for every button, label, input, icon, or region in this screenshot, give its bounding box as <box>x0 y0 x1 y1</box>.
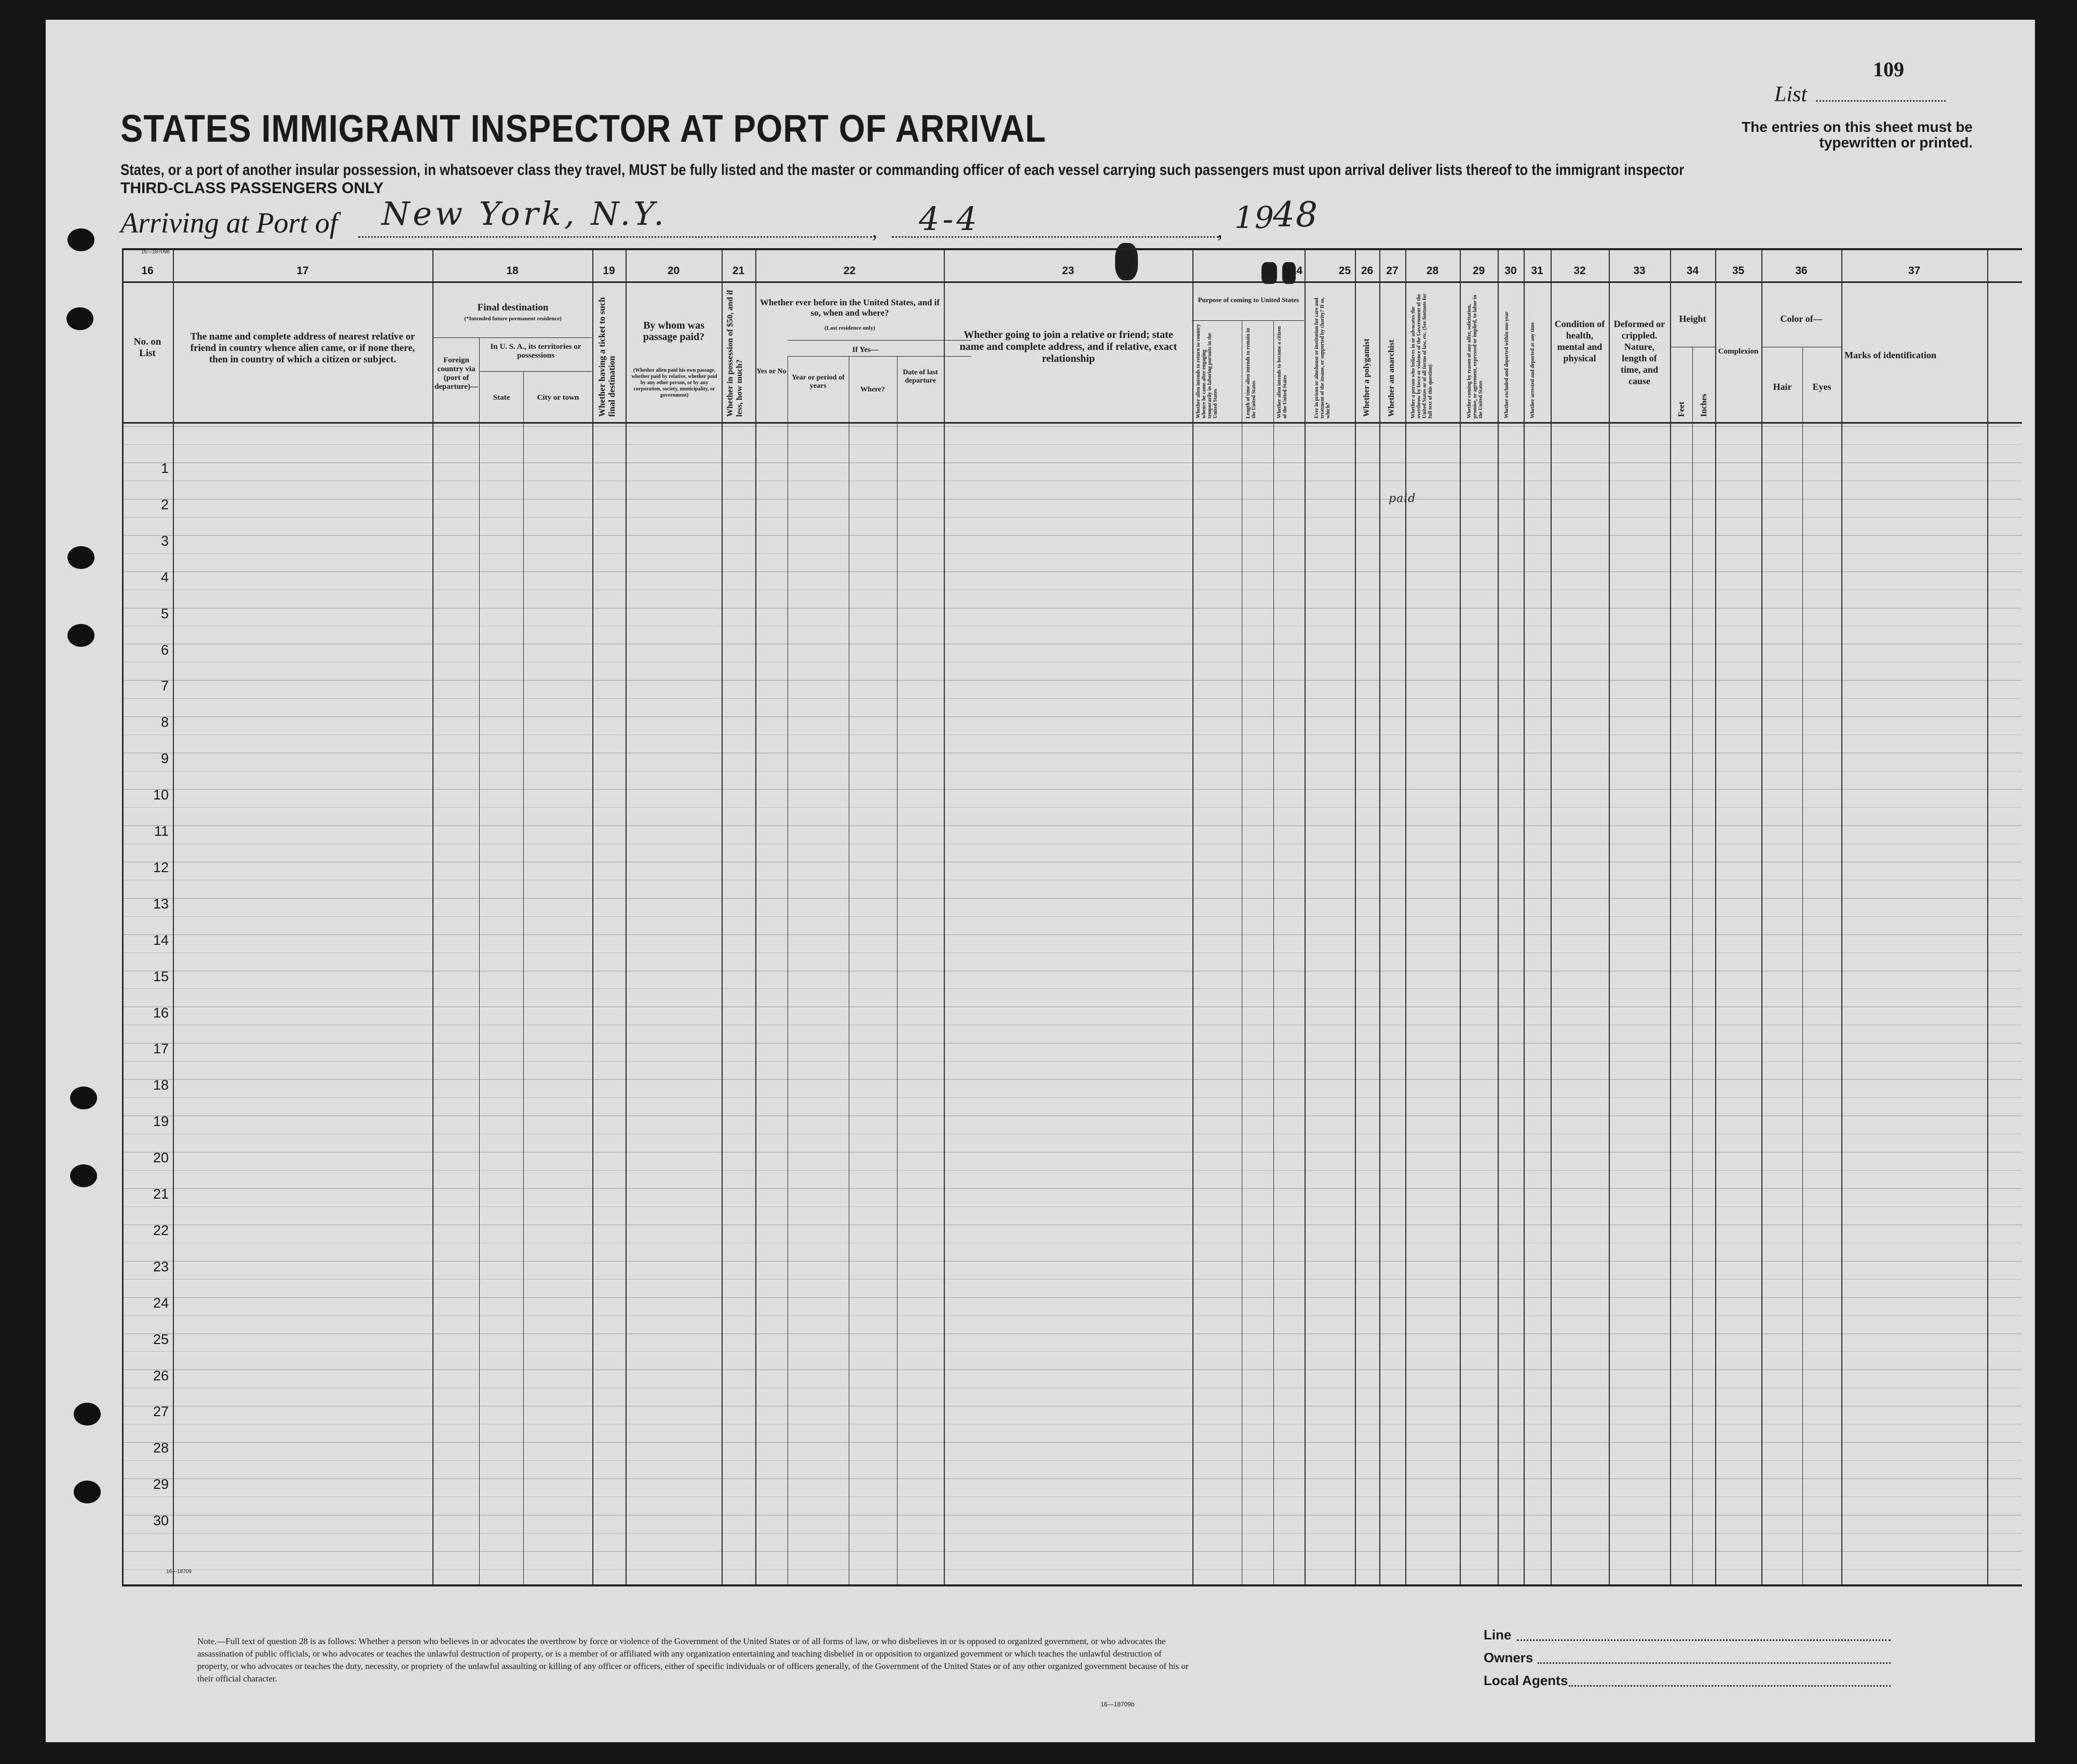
row-rule <box>122 1097 2022 1098</box>
row-number: 20 <box>153 1150 169 1166</box>
row-number: 2 <box>160 496 169 512</box>
col-24-title: Purpose of coming to United States <box>1198 296 1299 304</box>
col-num-34: 34 <box>1686 265 1699 277</box>
col-rule <box>1305 248 1306 1584</box>
row-number: 18 <box>153 1077 169 1093</box>
col-rule <box>1551 248 1552 1584</box>
col-23-header: Whether going to join a relative or friend; state name and complete address, and if relative, exact relationship <box>959 329 1177 364</box>
col-22-yesno: Yes or No <box>756 368 786 375</box>
col-rule <box>722 248 723 1584</box>
col-rule <box>1273 320 1274 1584</box>
col-18-state: State <box>493 393 510 402</box>
row-number: 25 <box>153 1331 169 1347</box>
row-rule <box>122 553 2022 554</box>
year-prefix: 19 <box>1234 200 1275 235</box>
col-18-city: City or town <box>537 393 579 402</box>
col-36-eyes: Eyes <box>1812 382 1831 392</box>
col-34-feet: Feet <box>1677 401 1686 417</box>
row-rule <box>122 825 2022 826</box>
row-number: 1 <box>160 460 169 476</box>
col-num-29: 29 <box>1472 265 1485 277</box>
owners-field[interactable] <box>1538 1662 1891 1664</box>
col-rule <box>1841 248 1842 1584</box>
row-rule <box>122 1170 2022 1171</box>
page-number: 109 <box>1873 58 1904 81</box>
col-rule <box>1802 347 1803 1584</box>
col-36-title: Color of— <box>1780 314 1823 324</box>
header-rule <box>122 281 2022 283</box>
subrule <box>1192 320 1304 321</box>
col-rule <box>1987 248 1988 1584</box>
col-rule <box>1524 248 1525 1584</box>
port-handwritten: New York, N.Y. <box>382 195 667 233</box>
punch-hole <box>70 1164 97 1187</box>
row-rule <box>122 1478 2022 1479</box>
col-24-length: Length of time alien intends to remain in the United States <box>1245 328 1257 418</box>
col-rule <box>523 371 524 1584</box>
col-num-23: 23 <box>1062 265 1075 277</box>
col-27-header: Whether an anarchist <box>1387 340 1396 417</box>
col-rule <box>1379 248 1380 1584</box>
row-number: 13 <box>153 895 169 912</box>
col-28-header: Whether a person who believes in or advocates the overthrow by force or violence of the Government of the United States or of all forms of law, etc. (See footnote for full text of this question) <box>1410 293 1433 418</box>
col-25-header: Ever in prison or almshouse or institution for care and treatment of the insane, or supported by charity? If so, which? <box>1314 297 1331 418</box>
col-rule <box>1192 248 1193 1584</box>
col-24-return: Whether alien intends to return to country whence he came after engaging temporarily in laboring pursuits in the United States <box>1196 324 1218 418</box>
row-rule <box>122 535 2022 536</box>
row-number: 11 <box>154 823 169 839</box>
col-26-header: Whether a polygamist <box>1362 338 1371 417</box>
col-rule <box>1498 248 1499 1584</box>
col-rule <box>1692 347 1693 1584</box>
row-number: 7 <box>160 678 169 694</box>
row-rule <box>122 698 2022 699</box>
row-rule <box>122 1551 2022 1552</box>
comma: , <box>1217 219 1223 242</box>
local-agents-field[interactable] <box>1569 1685 1891 1687</box>
sheet-note: The entries on this sheet must be typewritten or printed. <box>1742 119 1973 151</box>
row-number: 26 <box>153 1367 169 1383</box>
col-num-32: 32 <box>1573 265 1586 277</box>
punch-hole <box>67 624 94 647</box>
footer-form-code: 16—18709b <box>1101 1701 1135 1708</box>
row-rule <box>122 988 2022 989</box>
row-number: 12 <box>153 859 169 875</box>
row-number: 9 <box>160 751 169 767</box>
row-rule <box>122 934 2022 935</box>
list-number-line <box>1816 100 1946 102</box>
punch-hole <box>66 307 93 330</box>
col-num-26: 26 <box>1361 265 1374 277</box>
col-30-header: Whether excluded and deported within one year <box>1504 311 1510 418</box>
row-number: 8 <box>160 714 169 730</box>
col-num-21: 21 <box>732 265 745 277</box>
row-rule <box>122 1279 2022 1280</box>
owners-label: Owners <box>1484 1650 1533 1665</box>
col-num-18: 18 <box>506 265 519 277</box>
col-rule <box>1761 248 1762 1584</box>
row-rule <box>122 1079 2022 1080</box>
col-21-header: Whether in possession of $50, and if less, how much? <box>726 290 744 417</box>
col-num-24: 24 <box>1290 265 1302 277</box>
col-rule <box>1405 248 1406 1584</box>
col-num-33: 33 <box>1633 265 1646 277</box>
subrule <box>479 371 592 372</box>
line-field[interactable] <box>1517 1639 1891 1641</box>
col-29-header: Whether coming by reason of any offer, solicitation, promise, or agreement, expressed or implied, to labor in the United States <box>1467 294 1484 418</box>
row-number: 29 <box>153 1476 169 1492</box>
col-20-title: By whom was passage paid? <box>643 320 705 343</box>
col-rule <box>592 248 593 1584</box>
row-rule <box>122 1369 2022 1370</box>
punch-hole <box>70 1087 97 1109</box>
row-rule <box>122 1206 2022 1207</box>
col-num-22: 22 <box>843 265 856 277</box>
arriving-label: Arriving at Port of <box>120 207 338 239</box>
row-number: 3 <box>160 533 169 549</box>
col-num-37: 37 <box>1908 265 1921 277</box>
row-number: 28 <box>153 1440 169 1456</box>
footnote-text: Note.—Full text of question 28 is as follows: Whether a person who believes in or advocates the overthrow by force or violence of the Government of the United States or of all forms of law, or who disbelieves in or is opposed to organized government, or who advocates the assassination of public officials, or who advocates or teaches the unlawful destruction of property, or is a member of or affiliated with any organization entertaining and teaching disbelief in or opposition to organized government or which teaches the unlawful destruction of property, or who advocates or teaches the duty, necessity, or propriety of the unlawful assaulting or killing of any officer or officers, either of specific individuals or of officers generally, of the Government of the United States or of any other organized government because of his or their official character. <box>197 1636 1189 1684</box>
col-36-hair: Hair <box>1773 382 1792 392</box>
row-rule <box>122 444 2022 445</box>
punch-hole <box>67 546 94 569</box>
col-24-citizen: Whether alien intends to become a citizen of the United States <box>1277 326 1288 418</box>
row-rule <box>122 1460 2022 1461</box>
col-rule <box>1715 248 1716 1584</box>
form-code-top: 16—18709b <box>141 249 170 255</box>
row-rule <box>122 680 2022 681</box>
col-rule <box>432 248 433 1584</box>
year-handwritten: 48 <box>1273 195 1319 235</box>
row-number: 14 <box>153 932 169 948</box>
port-line <box>358 236 872 238</box>
col-32-header: Condition of health, mental and physical <box>1554 319 1605 363</box>
date-handwritten: 4-4 <box>919 200 980 238</box>
col-22-year: Year or period of years <box>792 374 845 390</box>
col-31-header: Whether arrested and deported at any time <box>1530 322 1536 418</box>
row-rule <box>122 1315 2022 1316</box>
col-rule <box>897 356 898 1584</box>
header-bottom-rule <box>122 422 2022 424</box>
col-22-title: Whether ever before in the United States, and if so, when and where? <box>759 297 940 318</box>
manifest-table <box>122 248 2022 1584</box>
row-rule <box>122 517 2022 518</box>
col-18-foreign: Foreign country via (port of departure)— <box>435 356 478 391</box>
row-number: 16 <box>153 1005 169 1021</box>
row-rule <box>122 1569 2022 1570</box>
comma: , <box>872 219 877 242</box>
col-18-title: Final destination <box>477 302 549 313</box>
row-number: 6 <box>160 642 169 658</box>
row-rule <box>122 426 2022 427</box>
row-number: 4 <box>160 569 169 585</box>
handwritten-mark: paid <box>1389 492 1416 505</box>
row-rule <box>122 1442 2022 1443</box>
punch-hole <box>67 228 94 251</box>
col-rule <box>1355 248 1356 1584</box>
row-rule <box>122 807 2022 808</box>
col-rule <box>479 337 480 1584</box>
row-number: 30 <box>153 1513 169 1529</box>
col-19-header: Whether having a ticket to such final destination <box>597 297 617 417</box>
col-num-31: 31 <box>1531 265 1543 277</box>
col-18-subtitle: (*Intended future permanent residence) <box>464 316 562 322</box>
page-title: STATES IMMIGRANT INSPECTOR AT PORT OF ARRIVAL <box>120 107 1047 150</box>
row-rule <box>122 1061 2022 1062</box>
col-rule <box>122 248 124 1584</box>
row-number: 27 <box>153 1404 169 1420</box>
col-33-header: Deformed or crippled. Nature, length of time, and cause <box>1613 319 1665 386</box>
col-20-note: (Whether alien paid his own passage, whether paid by relative, whether paid by any other person, or by any corporation, society, municipality, or government) <box>631 368 717 398</box>
row-rule <box>122 916 2022 917</box>
col-num-16: 16 <box>141 265 154 277</box>
col-num-25: 25 <box>1338 265 1351 277</box>
col-num-20: 20 <box>667 265 680 277</box>
row-number: 23 <box>153 1258 169 1274</box>
col-16-header: No. on List <box>133 336 161 359</box>
row-rule <box>122 789 2022 790</box>
punch-hole <box>74 1403 101 1426</box>
row-number: 17 <box>153 1041 169 1057</box>
col-rule <box>755 248 756 1584</box>
col-num-28: 28 <box>1426 265 1439 277</box>
col-17-header: The name and complete address of nearest relative or friend in country whence alien came, or if none there, then in country of which a citizen or subject. <box>190 331 415 365</box>
col-rule <box>1670 248 1671 1584</box>
col-rule <box>944 248 945 1584</box>
punch-hole <box>74 1481 101 1503</box>
class-line: THIRD-CLASS PASSENGERS ONLY <box>120 180 384 197</box>
row-rule <box>122 898 2022 899</box>
line-label: Line <box>1484 1627 1512 1643</box>
col-rule <box>1460 248 1461 1584</box>
row-rule <box>122 1188 2022 1189</box>
row-rule <box>122 716 2022 717</box>
col-34-title: Height <box>1679 314 1706 324</box>
col-22-date: Date of last departure <box>903 369 938 385</box>
col-num-35: 35 <box>1732 265 1745 277</box>
col-num-19: 19 <box>603 265 615 277</box>
col-rule <box>626 248 627 1584</box>
row-rule <box>122 1297 2022 1298</box>
row-rule <box>122 1533 2022 1534</box>
row-number: 15 <box>153 968 169 984</box>
row-number: 5 <box>160 605 169 621</box>
row-number: 21 <box>153 1186 169 1202</box>
col-35-header: Complexion <box>1718 347 1759 356</box>
col-37-header: Marks of identification <box>1844 350 1936 360</box>
col-num-17: 17 <box>296 265 309 277</box>
col-num-36: 36 <box>1795 265 1808 277</box>
col-22-ifyes: If Yes— <box>852 346 879 354</box>
table-form-code: 16—18709 <box>166 1569 192 1575</box>
row-number: 22 <box>153 1222 169 1238</box>
col-22-where: Where? <box>860 386 885 393</box>
col-num-27: 27 <box>1386 265 1399 277</box>
col-34-inches: Inches <box>1700 393 1708 417</box>
col-num-30: 30 <box>1504 265 1517 277</box>
list-label: List <box>1774 83 1808 106</box>
col-18-usa: In U. S. A., its territories or possessions <box>490 343 581 360</box>
row-rule <box>122 1351 2022 1352</box>
row-number: 19 <box>153 1114 169 1130</box>
col-rule <box>173 248 174 1584</box>
col-22-subtitle: (Last residence only) <box>824 325 875 331</box>
local-agents-label: Local Agents <box>1484 1673 1568 1688</box>
row-number: 10 <box>153 787 169 803</box>
table-top-rule <box>122 248 2022 250</box>
footnote <box>197 1635 1189 1685</box>
intro-text: States, or a port of another insular possession, in whatsoever class they travel, MUST be fully listed and the master or commanding officer of each vessel carrying such passengers must upon arrival deliver lists thereof to the immigrant inspector <box>120 161 1685 179</box>
row-number: 24 <box>153 1295 169 1311</box>
col-rule <box>1609 248 1610 1584</box>
table-bottom-rule <box>122 1584 2022 1586</box>
subrule <box>433 337 592 338</box>
